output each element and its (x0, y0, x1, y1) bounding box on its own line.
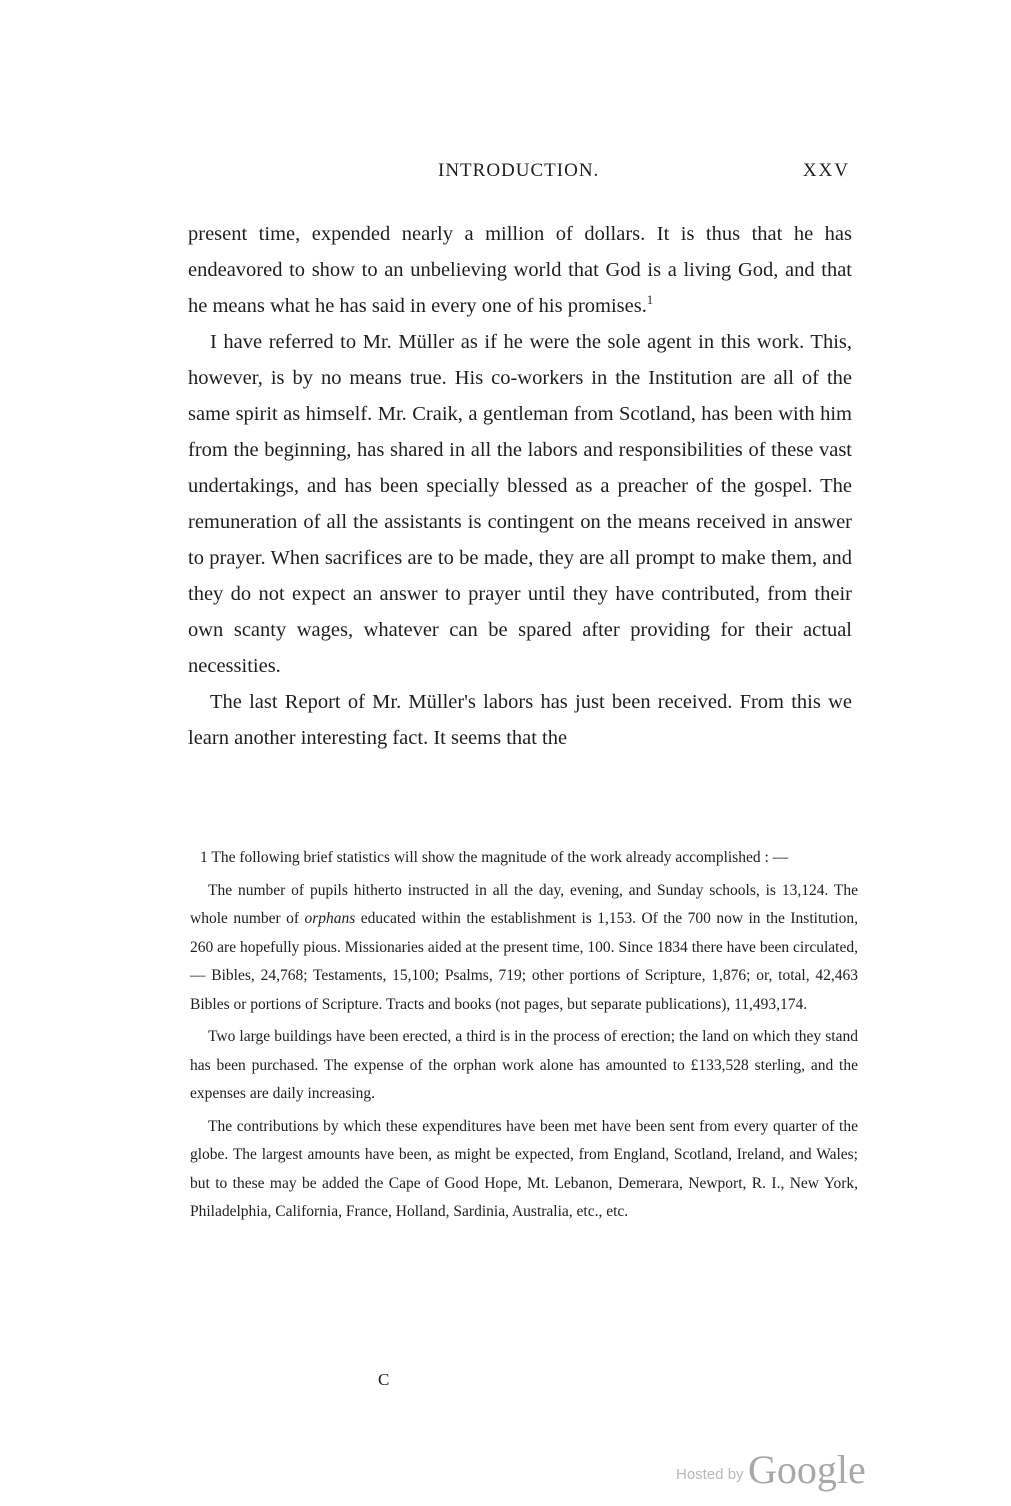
footnote-contributions: The contributions by which these expenditures have been met have been sent from every quarter of the globe. The largest amounts have been, as might be expected, from England, Scotland, Ireland, and Wales; but to these may be added the Cape of Good Hope, Mt. Lebanon, Demerara, Newport, R. I., New York, Philadelphia, California, France, Holland, Sardinia, Australia, etc., etc. (190, 1117, 858, 1220)
paragraph-1: present time, expended nearly a million of dollars. It is thus that he has endeavored to show to an unbelieving world that God is a living God, and that he means what he has said in every one of his promises.$^1$ (188, 223, 852, 317)
emphasis-orphans: orphans (304, 910, 356, 927)
hosted-by-watermark (676, 1446, 866, 1493)
page-header (188, 160, 850, 190)
signature-mark: C (378, 1370, 390, 1389)
running-title: INTRODUCTION. (438, 160, 600, 181)
page-number: XXV (802, 160, 850, 181)
hosted-by-label: Hosted by (676, 1466, 744, 1483)
paragraph-3: The last Report of Mr. Müller's labors has just been received. From this we learn another interesting fact. It seems that the (188, 691, 852, 749)
footnotes (190, 844, 858, 1231)
footnote-buildings: Two large buildings have been erected, a third is in the process of erection; the land on which they stand has been purchased. The expense of the orphan work alone has amounted to £133,528 sterling, and the expenses are daily increasing. (190, 1028, 858, 1102)
footnote-intro: 1 The following brief statistics will show the magnitude of the work already accomplished : — (200, 849, 789, 866)
footnote-reference: 1 (646, 293, 654, 308)
paragraph-2: I have referred to Mr. Müller as if he were the sole agent in this work. This, however, is by no means true. His co-workers in the Institution are all of the same spirit as himself. Mr. Craik, a gentleman from Scotland, has been with him from the beginning, has shared in all the labors and responsibilities of these vast undertakings, and has been specially blessed as a preacher of the gospel. The remuneration of all the assistants is contingent on the means received in answer to prayer. When sacrifices are to be made, they are all prompt to make them, and they do not expect an answer to prayer until they have contributed, from their own scanty wages, whatever can be spared after providing for their actual necessities. (188, 331, 852, 677)
footnote-statistics: The number of pupils hitherto instructed in all the day, evening, and Sunday schools, is 13,124. The whole number of orphans educated within the establishment is 1,153. Of the 700 now in the Institution, 260 are hopefully pious. Missionaries aided at the present time, 100. Since 1834 there have been circulated, — Bibles, 24,768; Testaments, 15,100; Psalms, 719; other portions of Scripture, 1,876; or, total, 42,463 Bibles or portions of Scripture. Tracts and books (not pages, but separate publications), 11,493,174. (190, 881, 858, 1013)
main-text (188, 216, 852, 756)
google-logo: Google (748, 1447, 866, 1492)
